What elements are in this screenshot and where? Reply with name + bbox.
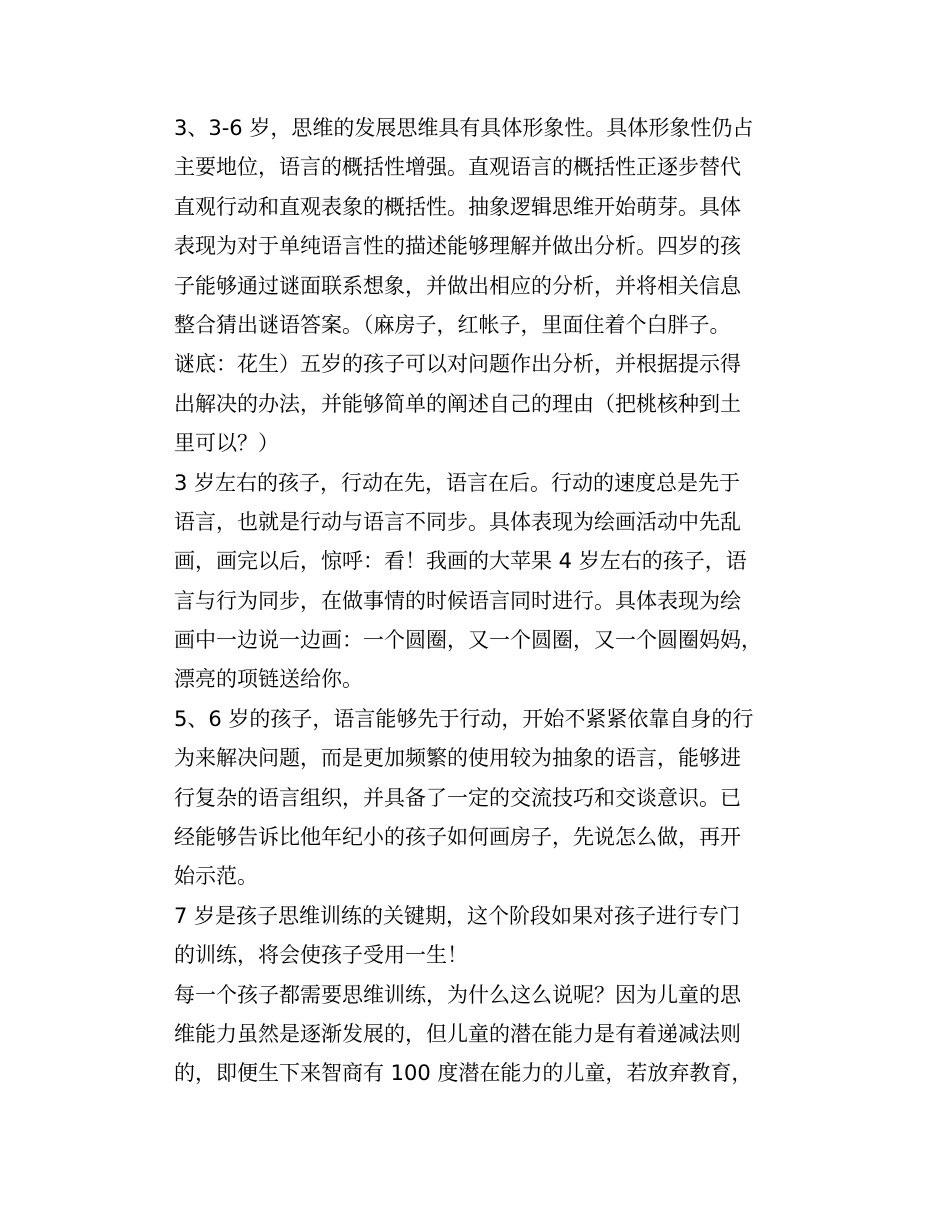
text-line: 言与行为同步，在做事情的时候语言同时进行。具体表现为绘 [174, 588, 741, 613]
text-line: 直观行动和直观表象的概括性。抽象逻辑思维开始萌芽。具体 [174, 194, 741, 219]
text-line: 5、6 岁的孩子，语言能够先于行动，开始不紧紧依靠自身的行 [174, 706, 754, 731]
body-text [174, 109, 814, 1094]
text-line: 的，即便生下来智商有 100 度潜在能力的儿童，若放弃教育， [174, 1061, 753, 1086]
text-line: 维能力虽然是逐渐发展的，但儿童的潜在能力是有着递减法则 [174, 1021, 741, 1046]
text-line: 画中一边说一边画：一个圆圈，又一个圆圈，又一个圆圈妈妈， [174, 628, 762, 653]
text-line: 始示范。 [174, 864, 258, 889]
text-line: 表现为对于单纯语言性的描述能够理解并做出分析。四岁的孩 [174, 234, 741, 259]
text-line: 行复杂的语言组织，并具备了一定的交流技巧和交谈意识。已 [174, 785, 741, 810]
text-line: 子能够通过谜面联系想象，并做出相应的分析，并将相关信息 [174, 273, 741, 298]
text-line: 3、3-6 岁，思维的发展思维具有具体形象性。具体形象性仍占 [174, 116, 754, 140]
text-line: 出解决的办法，并能够简单的阐述自己的理由（把桃核种到土 [174, 391, 741, 416]
text-line: 7 岁是孩子思维训练的关键期，这个阶段如果对孩子进行专门 [174, 903, 741, 928]
text-line: 画，画完以后，惊呼：看！我画的大苹果 4 岁左右的孩子，语 [174, 549, 747, 574]
text-line: 为来解决问题，而是更加频繁的使用较为抽象的语言，能够进 [174, 746, 741, 771]
text-line: 漂亮的项链送给你。 [174, 667, 363, 692]
text-line: 整合猜出谜语答案。（麻房子，红帐子，里面住着个白胖子。 [174, 312, 731, 337]
text-line: 每一个孩子都需要思维训练，为什么这么说呢？因为儿童的思 [174, 982, 741, 1007]
text-line: 3 岁左右的孩子，行动在先，语言在后。行动的速度总是先于 [174, 470, 741, 495]
text-line: 的训练，将会使孩子受用一生！ [174, 943, 468, 968]
text-line: 主要地位，语言的概括性增强。直观语言的概括性正逐步替代 [174, 155, 741, 180]
text-line: 谜底：花生）五岁的孩子可以对问题作出分析，并根据提示得 [174, 352, 741, 377]
text-line: 语言，也就是行动与语言不同步。具体表现为绘画活动中先乱 [174, 509, 741, 534]
text-line: 里可以？） [174, 431, 279, 456]
text-line: 经能够告诉比他年纪小的孩子如何画房子，先说怎么做，再开 [174, 825, 741, 850]
